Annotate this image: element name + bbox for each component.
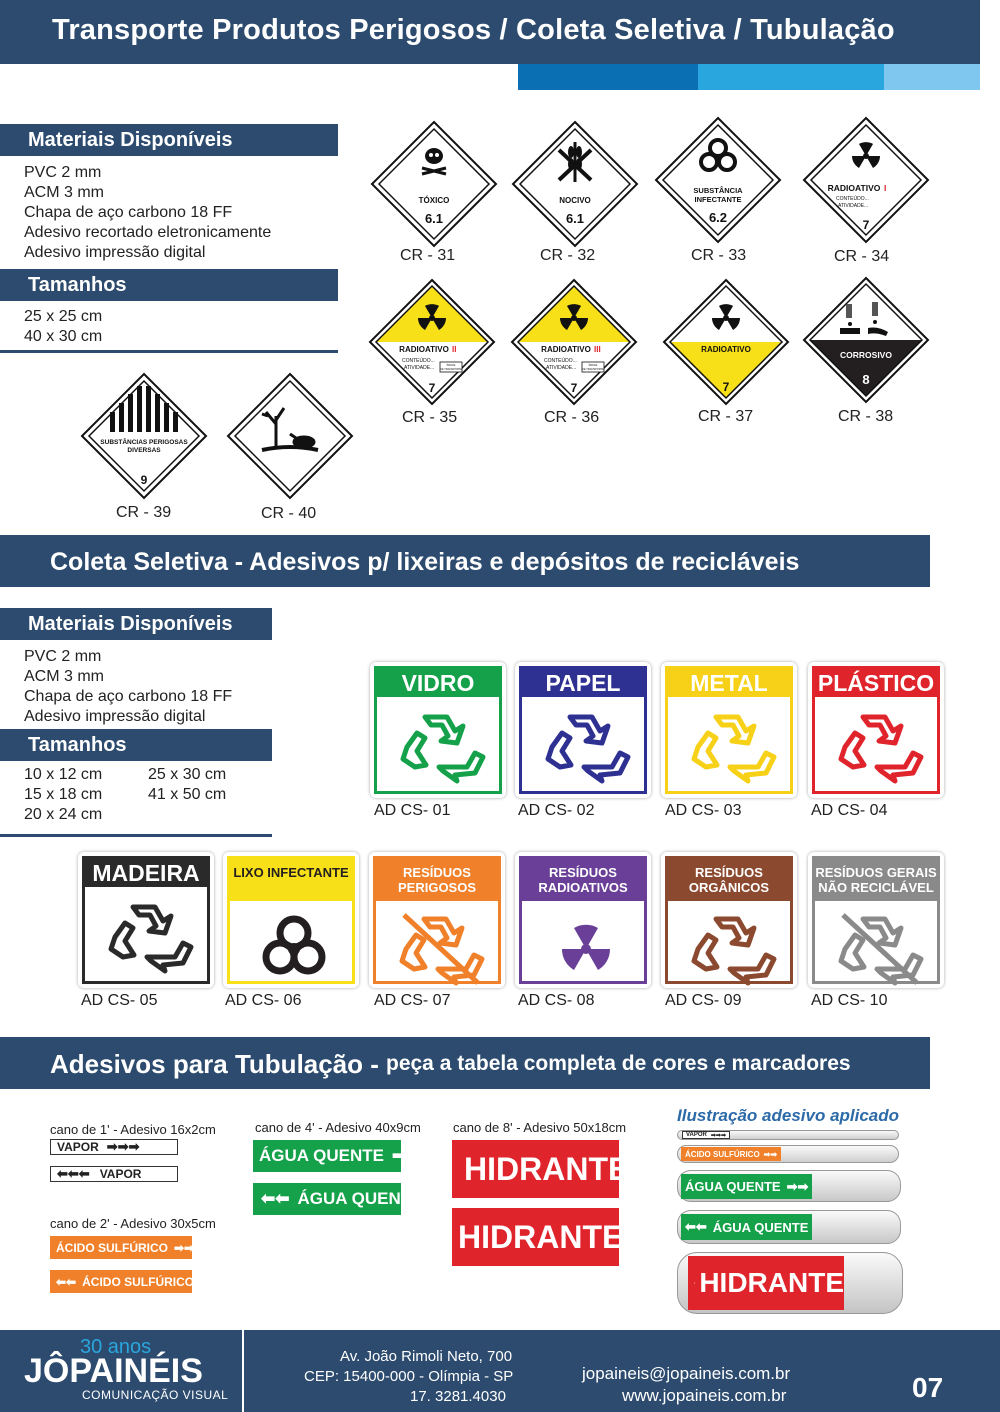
svg-text:SUBSTÂNCIA: SUBSTÂNCIA	[693, 186, 743, 195]
svg-text:ÍNDICE: ÍNDICE	[446, 364, 456, 367]
svg-text:7: 7	[428, 381, 436, 395]
page-number: 07	[912, 1372, 944, 1403]
logo-name: JÔPAINÉIS	[24, 1352, 203, 1390]
pipe-illustration-label: VAPOR ➡➡➡	[682, 1131, 730, 1139]
pipe-size-label: cano de 1' - Adesivo 16x2cm	[50, 1122, 216, 1137]
recycle-icon	[395, 707, 487, 787]
pipe-label-vapor: ⬅⬅⬅ VAPOR	[50, 1166, 178, 1182]
product-code: CR - 40	[261, 505, 317, 522]
recycle-sign	[78, 852, 214, 988]
arrow-left-icon: ⬅⬅⬅	[57, 1166, 90, 1181]
sizes-heading: Tamanhos	[0, 269, 338, 301]
product-code: CR - 33	[691, 247, 747, 264]
material-item: ACM 3 mm	[24, 668, 104, 685]
pipe-label-agua: ÁGUA QUENTE ➡➡	[253, 1140, 401, 1172]
material-item: Chapa de aço carbono 18 FF	[24, 204, 233, 221]
sign-title: RESÍDUOS RADIOATIVOS	[522, 859, 644, 901]
product-code: CR - 38	[838, 408, 894, 425]
hazard-diamond-cr34	[802, 116, 930, 244]
material-item: Chapa de aço carbono 18 FF	[24, 688, 233, 705]
hazard-diamond-cr40	[226, 372, 354, 500]
sign-title: LIXO INFECTANTE	[230, 859, 352, 901]
material-item: PVC 2 mm	[24, 648, 102, 665]
material-item: Adesivo impressão digital	[24, 244, 206, 261]
svg-text:6.1: 6.1	[424, 211, 444, 226]
pipe-illustration-label: ⬅⬅ ÁGUA QUENTE	[681, 1214, 812, 1240]
product-code: AD CS- 05	[81, 992, 158, 1009]
divider	[0, 350, 338, 353]
svg-text:I: I	[884, 183, 887, 193]
arrow-left-icon: ⬅⬅	[261, 1189, 290, 1208]
svg-text:8: 8	[862, 372, 870, 387]
svg-text:6.2: 6.2	[708, 210, 728, 225]
svg-text:SUBSTÂNCIAS PERIGOSAS: SUBSTÂNCIAS PERIGOSAS	[100, 439, 188, 446]
hazard-diamond-cr36	[510, 278, 638, 406]
hazard-diamond-cr33	[654, 116, 782, 244]
section-title-coleta: Coleta Seletiva - Adesivos p/ lixeiras e depósitos de recicláveis	[0, 535, 930, 587]
recycle-icon	[686, 707, 778, 787]
arrow-left-icon	[694, 1264, 695, 1302]
svg-text:9: 9	[140, 473, 148, 487]
pipe-label-vapor: VAPOR ➡➡➡	[50, 1139, 178, 1155]
email-link[interactable]: jopaineis@jopaineis.com.br	[582, 1364, 791, 1383]
website-link[interactable]: www.jopaineis.com.br	[622, 1386, 787, 1405]
sign-title: MADEIRA	[85, 859, 207, 887]
pipe-illustration-label: HIDRANTE	[688, 1256, 844, 1310]
product-code: CR - 32	[540, 247, 596, 264]
arrow-left-icon: ⬅⬅	[56, 1274, 77, 1289]
product-code: AD CS- 04	[811, 802, 888, 819]
product-code: AD CS- 01	[374, 802, 451, 819]
size-item: 25 x 25 cm	[24, 308, 103, 325]
svg-text:NOCIVO: NOCIVO	[559, 196, 591, 205]
svg-text:RADIOATIVO: RADIOATIVO	[701, 345, 751, 354]
hazard-diamond-cr32	[511, 120, 639, 248]
product-code: CR - 39	[116, 504, 172, 521]
svg-text:7: 7	[570, 381, 578, 395]
pipe-illustration-label: ÁCIDO SULFÚRICO ➡➡	[681, 1147, 781, 1161]
material-item: Adesivo recortado eletronicamente	[24, 224, 272, 241]
materials-heading: Materiais Disponíveis	[0, 124, 338, 156]
recycle-sign	[223, 852, 359, 988]
size-item: 25 x 30 cm	[148, 766, 227, 783]
product-code: AD CS- 10	[811, 992, 888, 1009]
hazard-diamond-cr39	[80, 372, 208, 500]
sizes-heading: Tamanhos	[0, 729, 272, 761]
logo-years: 30 anos	[80, 1336, 152, 1358]
sizes-list	[24, 765, 102, 825]
hazard-diamond-cr31	[370, 120, 498, 248]
hazard-diamond-cr38	[802, 276, 930, 404]
recycle-sign	[808, 662, 944, 798]
recycle-icon	[540, 707, 632, 787]
material-item: Adesivo impressão digital	[24, 708, 206, 725]
product-code: CR - 36	[544, 409, 600, 426]
sign-title: RESÍDUOS PERIGOSOS	[376, 859, 498, 901]
svg-text:CORROSIVO: CORROSIVO	[840, 350, 892, 360]
svg-text:DE TRANSPORTE: DE TRANSPORTE	[440, 368, 462, 371]
svg-text:II: II	[452, 345, 457, 354]
pipe-label-agua: ⬅⬅ ÁGUA QUENTE	[253, 1183, 401, 1215]
divider	[0, 834, 272, 837]
sign-title: RESÍDUOS ORGÂNICOS	[668, 859, 790, 901]
recycle-sign	[515, 662, 651, 798]
svg-text:RADIOATIVO: RADIOATIVO	[399, 345, 449, 354]
svg-text:CONTEÚDO...: CONTEÚDO...	[544, 358, 577, 364]
product-code: CR - 35	[402, 409, 458, 426]
materials-list	[24, 163, 271, 263]
arrow-right-icon: ➡➡	[174, 1240, 195, 1255]
svg-text:TÓXICO: TÓXICO	[418, 196, 450, 205]
product-code: AD CS- 09	[665, 992, 742, 1009]
recycle-sign	[515, 852, 651, 988]
recycle-sign	[369, 852, 505, 988]
sign-title: METAL	[668, 669, 790, 697]
pipe-size-label: cano de 8' - Adesivo 50x18cm	[453, 1120, 627, 1135]
recycle-sign	[661, 852, 797, 988]
sizes-list	[24, 307, 102, 347]
illustration-title: Ilustração adesivo aplicado	[677, 1106, 900, 1125]
phone: 17. 3281.4030	[410, 1388, 506, 1405]
size-item: 10 x 12 cm	[24, 766, 103, 783]
svg-text:6.1: 6.1	[565, 211, 585, 226]
page-title: Transporte Produtos Perigosos / Coleta Seletiva / Tubulação	[52, 14, 895, 46]
product-code: CR - 31	[400, 247, 456, 264]
arrow-right-icon: ➡➡	[392, 1146, 421, 1165]
material-item: PVC 2 mm	[24, 164, 102, 181]
pipe-illustration-label: ÁGUA QUENTE ➡➡	[681, 1174, 812, 1199]
recycle-icon	[833, 707, 925, 787]
section-title-tubulacao: Adesivos para Tubulação - peça a tabela completa de cores e marcadores	[0, 1037, 930, 1089]
svg-text:ATIVIDADE...: ATIVIDADE...	[546, 365, 577, 371]
svg-text:DIVERSAS: DIVERSAS	[127, 447, 161, 454]
product-code: AD CS- 02	[518, 802, 595, 819]
recycle-sign	[370, 662, 506, 798]
material-item: ACM 3 mm	[24, 184, 104, 201]
sign-title: RESÍDUOS GERAIS NÃO RECICLÁVEL	[815, 859, 937, 901]
recycle-sign	[661, 662, 797, 798]
logo-subtitle: COMUNICAÇÃO VISUAL	[82, 1388, 229, 1402]
pipe-label-hidrante: HIDRANTE	[452, 1208, 619, 1266]
sign-title: PAPEL	[522, 669, 644, 697]
svg-text:III: III	[594, 345, 601, 354]
recycle-crossed-icon	[833, 909, 925, 979]
recycle-sign	[808, 852, 944, 988]
product-code: CR - 37	[698, 408, 754, 425]
svg-text:7: 7	[862, 218, 870, 232]
svg-text:DE TRANSPORTE: DE TRANSPORTE	[582, 368, 604, 371]
recycle-icon	[103, 897, 195, 977]
product-code: AD CS- 03	[665, 802, 742, 819]
pipe-size-label: cano de 2' - Adesivo 30x5cm	[50, 1216, 216, 1231]
svg-text:7: 7	[722, 380, 730, 394]
materials-list	[24, 647, 232, 727]
recycle-icon	[686, 909, 778, 979]
pipe-label-acido: ÁCIDO SULFÚRICO ➡➡	[50, 1236, 192, 1259]
product-code: AD CS- 07	[374, 992, 451, 1009]
address: Av. João Rimoli Neto, 700	[340, 1348, 513, 1365]
recycle-crossed-icon	[394, 909, 486, 979]
pipe-label-hidrante: HIDRANTE	[452, 1140, 619, 1198]
pipe-label-acido: ⬅⬅ ÁCIDO SULFÚRICO	[50, 1270, 192, 1293]
product-code: CR - 34	[834, 248, 890, 265]
radiation-icon	[540, 909, 632, 979]
svg-text:ÍNDICE: ÍNDICE	[588, 364, 598, 367]
biohazard-icon	[248, 909, 340, 979]
hazard-diamond-cr35	[368, 278, 496, 406]
size-item: 41 x 50 cm	[148, 786, 227, 803]
svg-text:CONTEÚDO...: CONTEÚDO...	[836, 196, 869, 202]
svg-text:RADIOATIVO: RADIOATIVO	[541, 345, 591, 354]
size-item: 40 x 30 cm	[24, 328, 103, 345]
svg-text:ATIVIDADE...: ATIVIDADE...	[404, 365, 435, 371]
svg-text:INFECTANTE: INFECTANTE	[694, 195, 742, 204]
pipe-size-label: cano de 4' - Adesivo 40x9cm	[255, 1120, 421, 1135]
materials-heading: Materiais Disponíveis	[0, 608, 272, 640]
size-item: 15 x 18 cm	[24, 786, 103, 803]
size-item: 20 x 24 cm	[24, 806, 103, 823]
svg-text:CONTEÚDO...: CONTEÚDO...	[402, 358, 435, 364]
sign-title: VIDRO	[377, 669, 499, 697]
arrow-right-icon: ➡➡➡	[106, 1139, 140, 1154]
hazard-diamond-cr37	[662, 278, 790, 406]
sizes-list	[148, 765, 226, 805]
svg-text:ATIVIDADE...: ATIVIDADE...	[838, 203, 869, 209]
product-code: AD CS- 06	[225, 992, 302, 1009]
product-code: AD CS- 08	[518, 992, 595, 1009]
sign-title: PLÁSTICO	[815, 669, 937, 697]
cep: CEP: 15400-000 - Olímpia - SP	[304, 1368, 514, 1385]
svg-text:RADIOATIVO: RADIOATIVO	[827, 183, 881, 193]
